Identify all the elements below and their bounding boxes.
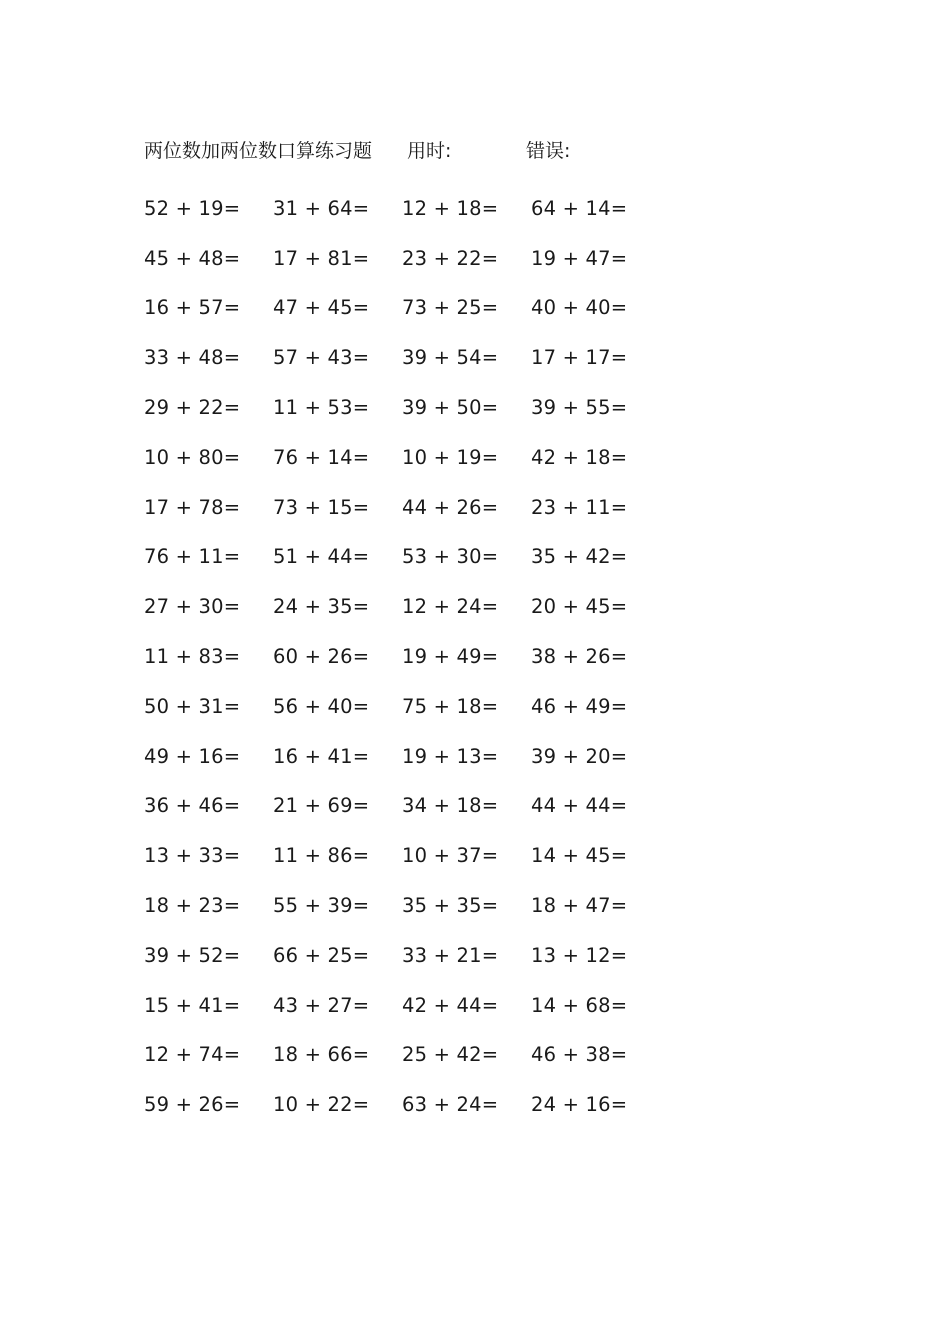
problem-item: 36 + 46= [144, 794, 241, 818]
problem-row [144, 284, 704, 334]
problem-item: 39 + 52= [144, 943, 241, 967]
problem-row [144, 433, 704, 483]
problem-item: 14 + 45= [531, 844, 628, 868]
problem-item: 17 + 81= [273, 246, 370, 270]
problem-item: 64 + 14= [531, 196, 628, 220]
problem-item: 42 + 18= [531, 445, 628, 469]
problem-item: 12 + 74= [144, 1043, 241, 1067]
error-label: 错误: [526, 140, 571, 162]
problem-item: 14 + 68= [531, 993, 628, 1017]
problem-item: 56 + 40= [273, 694, 370, 718]
problem-item: 19 + 47= [531, 246, 628, 270]
problem-item: 57 + 43= [273, 346, 370, 370]
problem-item: 39 + 20= [531, 744, 628, 768]
problem-item: 13 + 33= [144, 844, 241, 868]
worksheet-header [144, 135, 704, 167]
problem-item: 24 + 16= [531, 1093, 628, 1117]
problem-row [144, 881, 704, 931]
problem-row [144, 383, 704, 433]
problem-row [144, 682, 704, 732]
time-label: 用时: [407, 140, 452, 162]
problem-row [144, 782, 704, 832]
problem-row [144, 483, 704, 533]
problem-item: 73 + 15= [273, 495, 370, 519]
problem-item: 52 + 19= [144, 196, 241, 220]
worksheet-title: 两位数加两位数口算练习题 [144, 140, 373, 162]
problem-item: 18 + 47= [531, 894, 628, 918]
problem-item: 17 + 17= [531, 346, 628, 370]
problem-item: 21 + 69= [273, 794, 370, 818]
problem-item: 19 + 13= [402, 744, 499, 768]
problem-item: 47 + 45= [273, 296, 370, 320]
problem-item: 16 + 41= [273, 744, 370, 768]
problem-item: 12 + 18= [402, 196, 499, 220]
problem-item: 59 + 26= [144, 1093, 241, 1117]
problem-row [144, 1031, 704, 1081]
problem-item: 18 + 66= [273, 1043, 370, 1067]
problem-item: 40 + 40= [531, 296, 628, 320]
problem-item: 12 + 24= [402, 595, 499, 619]
problem-row [144, 533, 704, 583]
problem-item: 44 + 44= [531, 794, 628, 818]
problem-item: 46 + 49= [531, 694, 628, 718]
worksheet [144, 135, 704, 1130]
problem-item: 25 + 42= [402, 1043, 499, 1067]
problem-item: 10 + 19= [402, 445, 499, 469]
problem-item: 23 + 22= [402, 246, 499, 270]
problem-item: 46 + 38= [531, 1043, 628, 1067]
problem-item: 45 + 48= [144, 246, 241, 270]
problem-item: 17 + 78= [144, 495, 241, 519]
problem-row [144, 981, 704, 1031]
problem-item: 51 + 44= [273, 545, 370, 569]
problem-row [144, 333, 704, 383]
problem-item: 60 + 26= [273, 645, 370, 669]
problem-item: 39 + 50= [402, 396, 499, 420]
problem-item: 39 + 54= [402, 346, 499, 370]
problem-item: 33 + 48= [144, 346, 241, 370]
problem-item: 16 + 57= [144, 296, 241, 320]
problem-item: 75 + 18= [402, 694, 499, 718]
problem-item: 76 + 11= [144, 545, 241, 569]
problem-item: 33 + 21= [402, 943, 499, 967]
problem-item: 10 + 22= [273, 1093, 370, 1117]
problem-item: 15 + 41= [144, 993, 241, 1017]
problem-item: 10 + 80= [144, 445, 241, 469]
problem-item: 23 + 11= [531, 495, 628, 519]
problem-item: 63 + 24= [402, 1093, 499, 1117]
problem-item: 35 + 35= [402, 894, 499, 918]
problem-item: 27 + 30= [144, 595, 241, 619]
problem-item: 49 + 16= [144, 744, 241, 768]
problem-grid [144, 184, 704, 1130]
problem-item: 18 + 23= [144, 894, 241, 918]
problem-item: 73 + 25= [402, 296, 499, 320]
problem-item: 31 + 64= [273, 196, 370, 220]
problem-item: 10 + 37= [402, 844, 499, 868]
problem-item: 38 + 26= [531, 645, 628, 669]
problem-item: 43 + 27= [273, 993, 370, 1017]
problem-item: 19 + 49= [402, 645, 499, 669]
problem-row [144, 582, 704, 632]
problem-item: 11 + 53= [273, 396, 370, 420]
problem-item: 24 + 35= [273, 595, 370, 619]
problem-item: 42 + 44= [402, 993, 499, 1017]
problem-item: 11 + 86= [273, 844, 370, 868]
problem-row [144, 234, 704, 284]
problem-row [144, 831, 704, 881]
problem-row [144, 1080, 704, 1130]
problem-item: 53 + 30= [402, 545, 499, 569]
problem-item: 55 + 39= [273, 894, 370, 918]
problem-item: 29 + 22= [144, 396, 241, 420]
problem-item: 39 + 55= [531, 396, 628, 420]
problem-row [144, 732, 704, 782]
problem-row [144, 184, 704, 234]
problem-item: 76 + 14= [273, 445, 370, 469]
problem-item: 35 + 42= [531, 545, 628, 569]
problem-item: 20 + 45= [531, 595, 628, 619]
problem-item: 50 + 31= [144, 694, 241, 718]
problem-row [144, 931, 704, 981]
problem-row [144, 632, 704, 682]
problem-item: 13 + 12= [531, 943, 628, 967]
problem-item: 34 + 18= [402, 794, 499, 818]
problem-item: 11 + 83= [144, 645, 241, 669]
problem-item: 44 + 26= [402, 495, 499, 519]
problem-item: 66 + 25= [273, 943, 370, 967]
